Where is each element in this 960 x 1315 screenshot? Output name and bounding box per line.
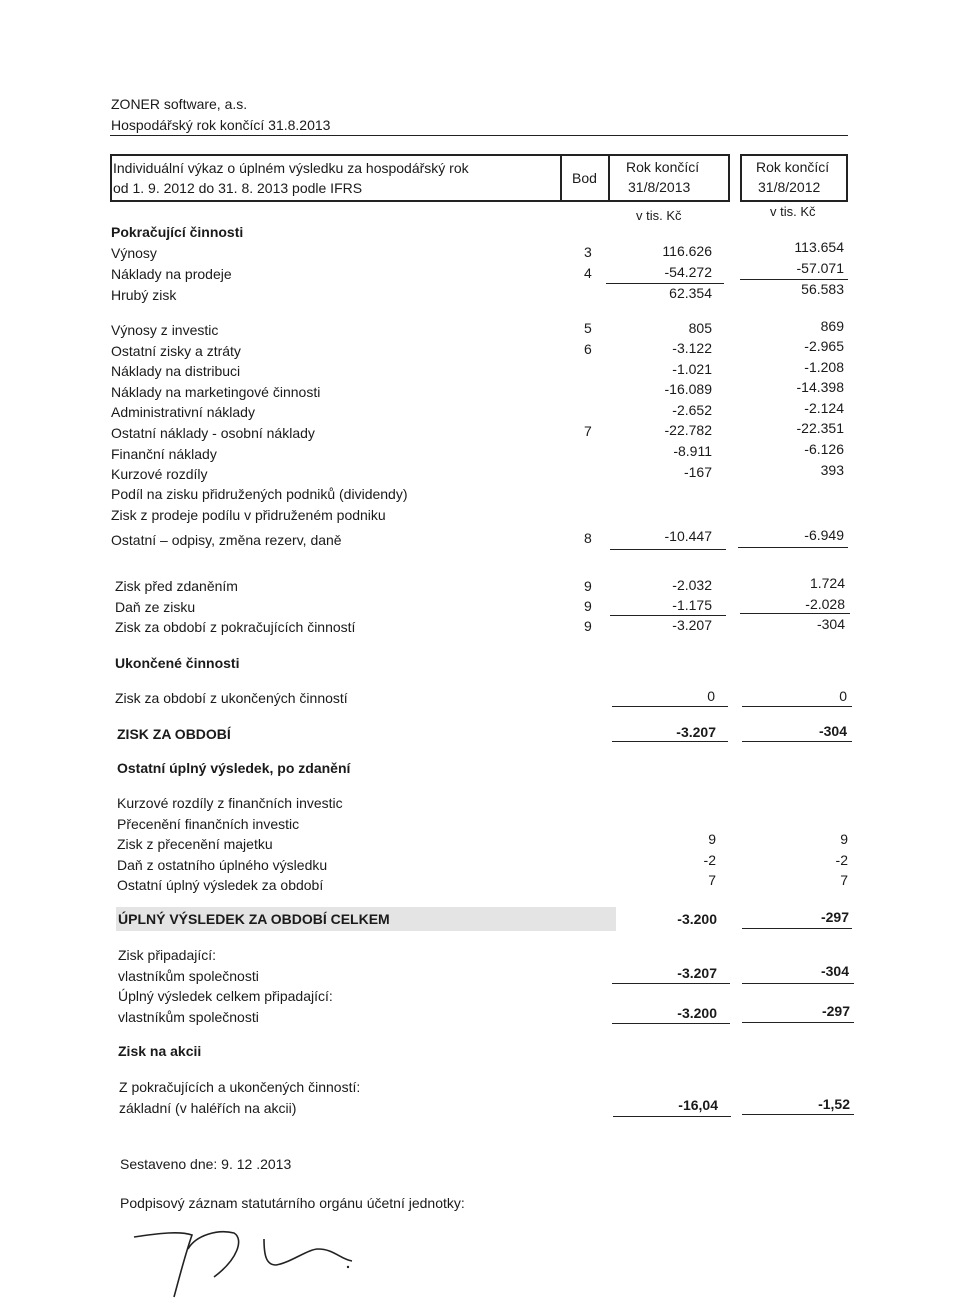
row-value-2012: 113.654 [794,239,844,255]
bod-header: Bod [572,170,597,186]
row-label: Podíl na zisku přidružených podniků (dividendy) [111,486,408,502]
row-label: vlastníkům společnosti [118,1009,259,1025]
row-value-2012: -14.398 [796,379,844,395]
row-value-2012: -2.124 [804,400,844,416]
col1-header-line2: 31/8/2013 [628,179,691,195]
row-label: Zisk za období z pokračujících činností [115,619,356,635]
row-bod: 9 [584,618,592,634]
row-value-2012: -1.208 [804,359,844,375]
subtotal-rule-2013 [610,549,726,550]
subtotal-rule-2012 [738,547,848,548]
row-value-2012: 1.724 [809,575,845,591]
total-rule-2013 [613,1116,731,1117]
company-name: ZONER software, a.s. [111,96,248,112]
row-value-2013: -3.200 [677,911,717,927]
row-value-2013: -3.200 [677,1005,717,1021]
signature-label: Podpisový záznam statutárního orgánu účetní jednotky: [120,1195,465,1211]
row-value-2013: 62.354 [669,285,712,301]
row-value-2013: -3.122 [672,340,712,356]
row-value-2013: -16,04 [678,1097,718,1113]
section-eps: Zisk na akcii [118,1043,202,1059]
total-rule-2012 [742,741,852,742]
row-label: vlastníkům společnosti [118,968,259,984]
total-rule-2012 [742,928,852,929]
header-rule [110,135,848,136]
row-value-2012: -2 [835,852,848,868]
col1-header-line1: Rok končící [626,159,700,175]
row-label: Náklady na prodeje [111,266,232,282]
row-value-2013: -16.089 [664,381,712,397]
total-rule-2013 [612,741,728,742]
row-label: Ostatní náklady - osobní náklady [111,425,315,441]
subtotal-rule-2013 [612,706,728,707]
row-value-2013: 116.626 [662,243,712,259]
subtotal-rule-2012 [742,983,854,984]
row-label: Náklady na distribuci [111,363,241,379]
col1-unit: v tis. Kč [636,208,682,223]
row-label: základní (v haléřích na akcii) [119,1100,297,1116]
row-value-2012: 56.583 [801,281,844,297]
row-bod: 6 [584,341,592,357]
section-discontinued: Ukončené činnosti [115,655,240,671]
row-value-2012: -304 [816,616,845,632]
subtotal-rule-2013 [610,615,726,616]
row-bod: 9 [584,578,592,594]
row-label: Kurzové rozdíly [111,466,208,482]
total-rule-2012 [742,1022,854,1023]
subtotal-rule-2012 [740,279,848,280]
row-value-2013: 805 [688,320,712,336]
row-value-2013: -2.652 [672,402,712,418]
row-bod: 5 [584,320,592,336]
row-bod: 9 [584,598,592,614]
statement-title-line2: od 1. 9. 2012 do 31. 8. 2013 podle IFRS [113,180,363,196]
section-total-ci: ÚPLNÝ VÝSLEDEK ZA OBDOBÍ CELKEM [118,911,390,927]
total-rule-2013 [612,1023,730,1024]
col2-header-line1: Rok končící [756,159,830,175]
row-label: Přecenění finančních investic [117,816,300,832]
row-value-2012: -2.028 [805,596,845,612]
row-value-2012: -297 [821,1003,850,1019]
row-label: Úplný výsledek celkem připadající: [118,988,333,1004]
row-label: Náklady na marketingové činnosti [111,384,321,400]
row-value-2013: -54.272 [664,264,712,280]
row-value-2013: -1.175 [672,597,712,613]
row-value-2012: -1,52 [818,1096,850,1112]
row-label: Ostatní zisky a ztráty [111,343,241,359]
row-label: Ostatní úplný výsledek za období [117,877,324,893]
row-label: Daň z ostatního úplného výsledku [117,857,328,873]
row-label: Hrubý zisk [111,287,177,303]
row-value-2013: -10.447 [664,528,712,544]
col2-unit: v tis. Kč [770,204,816,219]
row-label: Kurzové rozdíly z finančních investic [117,795,343,811]
row-label: Administrativní náklady [111,404,255,420]
row-label: Zisk z prodeje podílu v přidruženém podniku [111,507,386,523]
row-label: Daň ze zisku [115,599,196,615]
row-value-2013: -3.207 [672,617,712,633]
subtotal-rule-2012 [740,613,850,614]
row-value-2012: -297 [820,909,849,925]
row-value-2012: 7 [840,872,848,888]
col2-header-line2: 31/8/2012 [758,179,821,195]
compiled-date: Sestaveno dne: 9. 12 .2013 [120,1156,292,1172]
row-value-2012: 393 [820,462,844,478]
row-label: Zisk za období z ukončených činností [115,690,348,706]
row-bod: 7 [584,423,592,439]
row-value-2013: 7 [708,872,716,888]
row-value-2012: -2.965 [804,338,844,354]
row-label: Zisk připadající: [118,947,217,963]
row-value-2012: -304 [818,723,847,739]
row-value-2012: -57.071 [796,260,844,276]
row-label: Ostatní – odpisy, změna rezerv, daně [111,532,342,548]
section-profit-period: ZISK ZA OBDOBÍ [117,726,231,742]
row-value-2013: 9 [708,831,716,847]
section-oci: Ostatní úplný výsledek, po zdanění [117,760,351,776]
row-bod: 4 [584,265,592,281]
row-value-2012: -6.126 [804,441,844,457]
row-value-2012: -22.351 [796,420,844,436]
fiscal-year: Hospodářský rok končící 31.8.2013 [111,117,331,133]
section-continuing: Pokračující činnosti [111,224,244,240]
row-label: Výnosy z investic [111,322,219,338]
row-label: Zisk před zdaněním [115,578,238,594]
row-value-2012: 0 [839,688,847,704]
row-value-2013: -22.782 [664,422,712,438]
row-value-2012: 9 [840,831,848,847]
row-value-2013: -8.911 [673,443,712,459]
row-value-2012: -6.949 [804,527,844,543]
row-value-2012: -304 [820,963,849,979]
row-value-2013: -2 [703,852,716,868]
row-label: Zisk z přecenění majetku [117,836,273,852]
total-rule-2012 [742,1114,854,1115]
row-bod: 3 [584,244,592,260]
subtotal-rule-2013 [606,283,724,284]
row-value-2013: -1.021 [672,361,712,377]
subtotal-rule-2013 [612,983,730,984]
row-value-2013: -3.207 [677,965,717,981]
signature [130,1215,370,1305]
statement-title-line1: Individuální výkaz o úplném výsledku za hospodářský rok [113,160,469,176]
subtotal-rule-2012 [742,706,852,707]
row-value-2013: 0 [707,688,715,704]
row-label: Finanční náklady [111,446,217,462]
row-label: Z pokračujících a ukončených činností: [119,1079,361,1095]
row-bod: 8 [584,530,592,546]
row-value-2013: -3.207 [676,724,716,740]
row-value-2013: -167 [683,464,712,480]
row-value-2012: 869 [820,318,844,334]
row-value-2013: -2.032 [672,577,712,593]
row-label: Výnosy [111,245,157,261]
